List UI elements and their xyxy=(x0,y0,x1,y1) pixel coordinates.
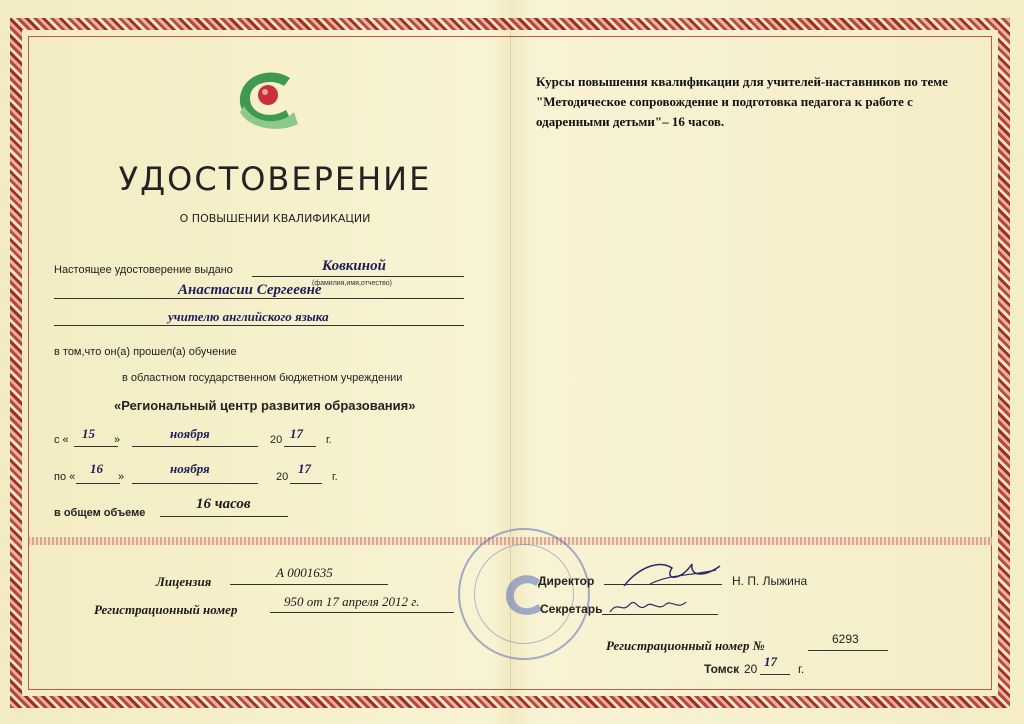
director-label: Директор xyxy=(538,574,595,588)
course-description: Курсы повышения квалификации для учителей-наставников по теме "Методическое сопровождение и подготовка педагога к работе с одаренными детьми"– 16 часов. xyxy=(536,74,948,129)
secretary-signature xyxy=(608,596,688,616)
institution-name: «Региональный центр развития образования» xyxy=(114,398,416,413)
right-year-line xyxy=(760,674,790,675)
reg-value-left: 950 от 17 апреля 2012 г. xyxy=(284,594,420,609)
secretary-label: Секретарь xyxy=(540,602,603,616)
volume-line xyxy=(160,516,288,517)
city-label: Томск xyxy=(704,662,740,676)
reg-value-right: 6293 xyxy=(832,632,859,646)
director-signature xyxy=(620,556,730,592)
license-value: А 0001635 xyxy=(276,565,333,580)
from-day: 15 xyxy=(82,426,95,441)
license-label: Лицензия xyxy=(156,574,212,589)
document-title: УДОСТОВЕРЕНИЕ xyxy=(118,160,432,198)
document-subtitle: О ПОВЫШЕНИИ КВАЛИФИКАЦИИ xyxy=(179,212,371,225)
name-value: Анастасии Сергеевне xyxy=(178,282,322,298)
to-prefix: по « xyxy=(54,471,76,483)
volume-label: в общем объеме xyxy=(54,507,146,519)
position-value: учителю английского языка xyxy=(168,309,329,324)
from-year-line xyxy=(284,446,316,447)
passed-text: в том,что он(а) прошел(а) обучение xyxy=(54,346,237,358)
from-suffix: г. xyxy=(326,434,332,446)
from-day-line xyxy=(74,446,118,447)
to-suffix: г. xyxy=(332,471,338,483)
from-year-prefix: 20 xyxy=(270,434,283,446)
issued-label: Настоящее удостоверение выдано xyxy=(54,264,233,276)
to-day: 16 xyxy=(90,461,103,476)
volume-value: 16 часов xyxy=(196,496,251,512)
reg-label-left: Регистрационный номер xyxy=(94,602,238,617)
right-year-prefix: 20 xyxy=(744,662,758,676)
to-month-line xyxy=(132,483,258,484)
from-prefix: с « xyxy=(54,434,69,446)
reg-label-right: Регистрационный номер № xyxy=(606,638,765,653)
to-year-prefix: 20 xyxy=(276,471,289,483)
to-year: 17 xyxy=(298,461,311,476)
from-month-line xyxy=(132,446,258,447)
from-month: ноября xyxy=(170,426,210,441)
reg-line-right xyxy=(808,650,888,651)
director-name: Н. П. Лыжина xyxy=(732,574,808,588)
right-year: 17 xyxy=(764,654,777,669)
surname-value: Ковкиной xyxy=(322,258,386,274)
fio-hint: (фамилия,имя,отчество) xyxy=(312,280,392,287)
reg-line-left xyxy=(270,612,454,613)
license-line xyxy=(230,584,388,585)
institution-text: в областном государственном бюджетном учреждении xyxy=(122,372,403,384)
to-day-line xyxy=(76,483,120,484)
position-line xyxy=(54,325,464,326)
from-year: 17 xyxy=(290,426,303,441)
to-mid: » xyxy=(118,471,125,483)
organization-logo-icon xyxy=(232,68,302,130)
from-mid: » xyxy=(114,434,121,446)
to-year-line xyxy=(290,483,322,484)
surname-line xyxy=(252,276,464,277)
right-year-suffix: г. xyxy=(798,662,805,676)
to-month: ноября xyxy=(170,461,210,476)
